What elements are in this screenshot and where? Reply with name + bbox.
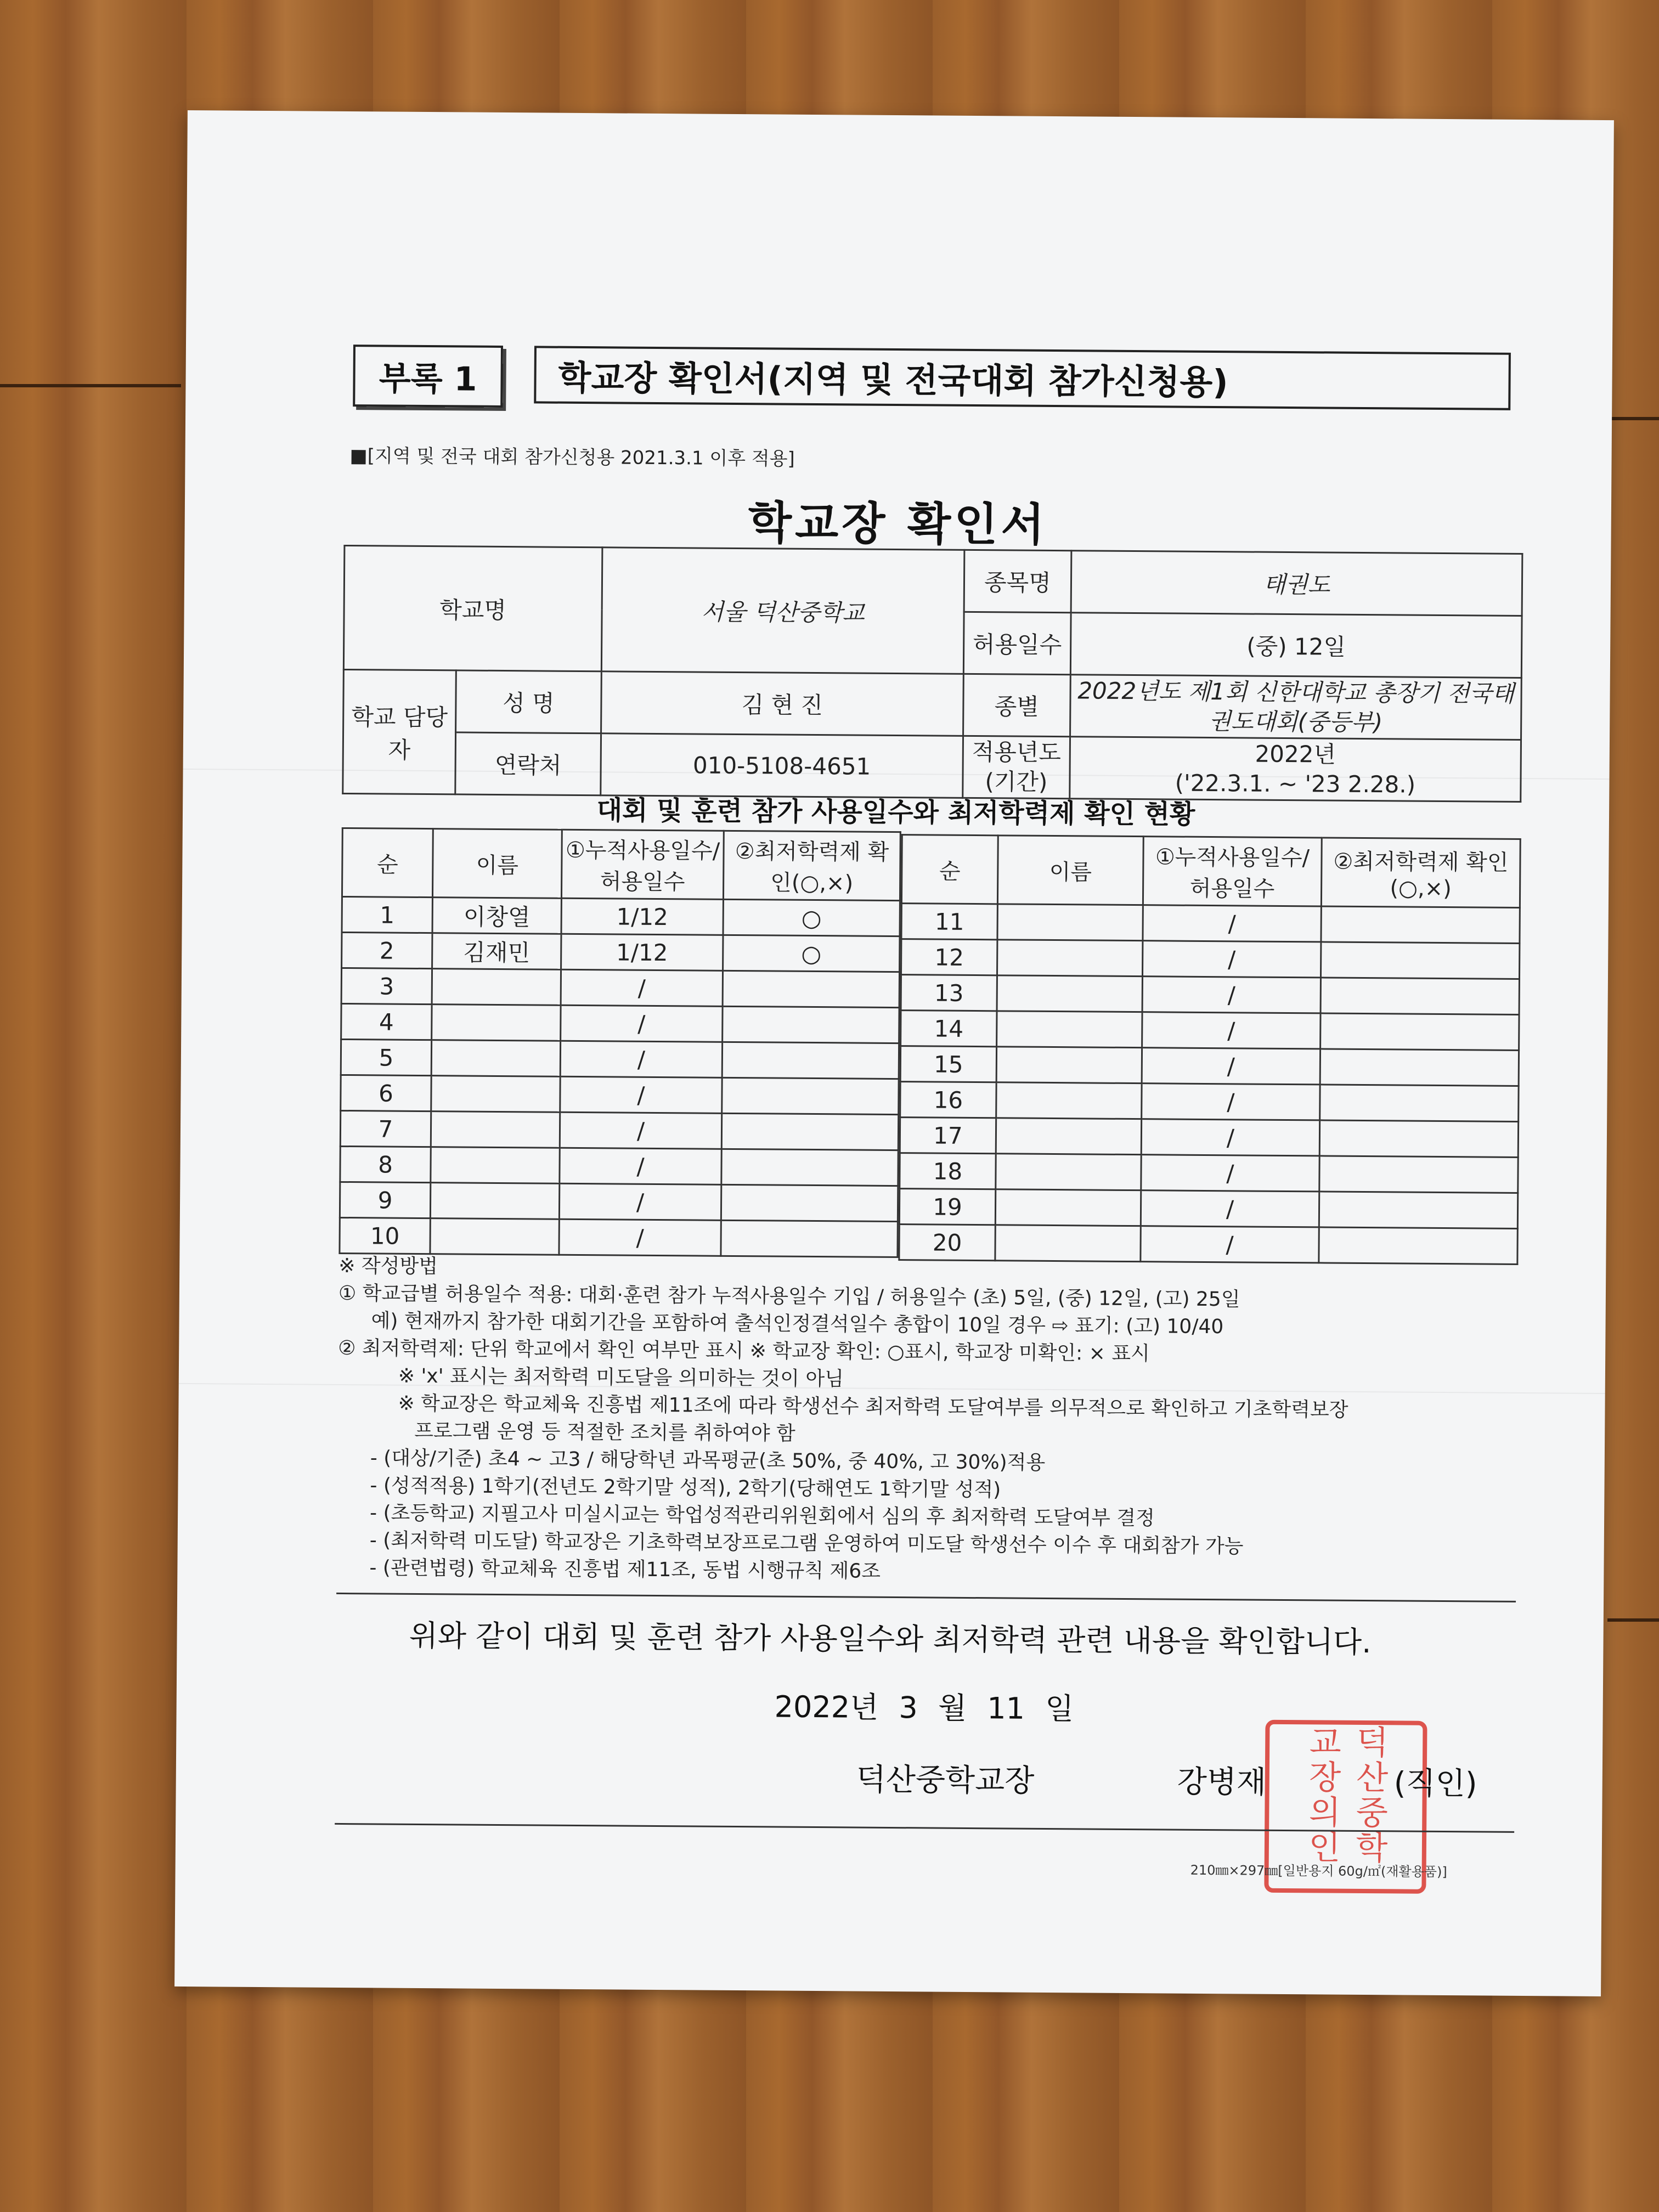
cell-academic [721, 1113, 898, 1150]
cell-days: / [1142, 1012, 1321, 1049]
cell-days: / [1142, 1048, 1320, 1085]
col-no: 순 [901, 835, 998, 904]
cell-days: 1/12 [561, 934, 723, 970]
table-row [341, 1075, 899, 1114]
staff-label: 학교 담당자 [343, 669, 456, 794]
cell-days: / [1141, 1119, 1319, 1156]
cell-no: 1 [342, 896, 432, 933]
table-row [901, 975, 1519, 1015]
table-row [340, 1146, 898, 1186]
document-paper [174, 110, 1614, 1996]
cell-days: / [1142, 977, 1321, 1013]
note-line: - (대상/기준) 초4 ~ 고3 / 해당학년 과목평균(초 50%, 중 40%, 고 30%)적용 [370, 1447, 1046, 1474]
cell-name [430, 1218, 559, 1255]
table-row [900, 1118, 1518, 1158]
year-label: 적용년도 (기간) [963, 736, 1070, 798]
kind-value: 2022년도 제1회 신한대학교 총장기 전국태권도대회(중등부) [1070, 675, 1521, 740]
col-academic: ②최저학력제 확인(○,×) [723, 831, 900, 900]
days-label: 허용일수 [963, 612, 1071, 674]
cell-days: / [1142, 941, 1321, 978]
table-title: 대회 및 훈련 참가 사용일수와 최저학력제 확인 현황 [596, 795, 1195, 830]
cell-no: 20 [899, 1224, 995, 1261]
period-value: ('22.3.1. ~ '23 2.28.) [1175, 769, 1416, 798]
cell-name [996, 1082, 1142, 1119]
event-label: 종목명 [964, 550, 1071, 612]
col-name: 이름 [432, 829, 562, 899]
cell-academic [721, 1149, 898, 1186]
table-row [341, 968, 899, 1007]
cell-academic [1321, 978, 1519, 1015]
instructions [336, 1252, 1523, 1590]
cell-no: 7 [340, 1110, 431, 1147]
document-title: 학교장 확인서 [748, 497, 1048, 551]
cell-academic [723, 970, 899, 1007]
cell-academic [1319, 1156, 1518, 1193]
col-academic: ②최저학력제 확인(○,×) [1321, 838, 1520, 908]
rows-right [899, 904, 1520, 1265]
cell-days: 1/12 [561, 898, 723, 935]
cell-no: 2 [342, 932, 432, 968]
note-line: ※ 학교장은 학교체육 진흥법 제11조에 따라 학생선수 최저학력 도달여부를 의무적으로 확인하고 기초학력보장 [398, 1392, 1348, 1421]
info-table [342, 545, 1523, 803]
note-line: 프로그램 운영 등 적절한 조치를 취하여야 함 [414, 1419, 795, 1445]
cell-name [996, 1118, 1141, 1155]
days-value: (중) 12일 [1070, 613, 1522, 678]
school-value: 서울 덕산중학교 [601, 548, 964, 674]
cell-no: 17 [900, 1118, 996, 1154]
cell-days: / [1141, 1190, 1319, 1227]
cell-name [431, 1076, 560, 1113]
table-row [900, 1153, 1518, 1193]
cell-name [996, 1154, 1141, 1190]
cell-name [997, 975, 1142, 1012]
col-days: ①누적사용일수/ 허용일수 [561, 830, 724, 899]
cell-academic [721, 1184, 898, 1221]
cell-academic [1319, 1120, 1518, 1158]
kind-label: 종별 [963, 674, 1070, 736]
cell-days: / [560, 1076, 722, 1113]
table-row [342, 932, 900, 972]
cell-days: / [559, 1219, 721, 1256]
cell-name: 이창열 [432, 898, 561, 934]
confirmation-text: 위와 같이 대회 및 훈련 참가 사용일수와 최저학력 관련 내용을 확인합니다. [409, 1618, 1372, 1660]
note-line: 예) 현재까지 참가한 대회기간을 포함하여 출석인정결석일수 총합이 10일 경우 ⇨ 표기: (고) 10/40 [371, 1310, 1224, 1339]
cell-no: 5 [341, 1039, 431, 1075]
cell-days: / [561, 969, 723, 1006]
cell-academic [1321, 942, 1519, 979]
cell-no: 10 [340, 1217, 430, 1254]
cell-academic [1319, 1227, 1517, 1265]
principal-title: 덕산중학교장 [856, 1762, 1035, 1799]
cell-name [431, 1147, 560, 1184]
year-cell [1070, 737, 1521, 802]
cell-name [430, 1183, 559, 1220]
note-line: - (관련법령) 학교체육 진흥법 제11조, 동법 시행규칙 제6조 [369, 1556, 881, 1583]
cell-days: / [1141, 1155, 1319, 1192]
cell-no: 4 [341, 1003, 432, 1040]
cell-academic: ○ [723, 935, 900, 972]
header-title: 학교장 확인서(지역 및 전국대회 참가신청용) [534, 346, 1511, 410]
cell-days: / [1141, 1226, 1319, 1263]
name-value: 김 현 진 [601, 672, 964, 736]
table-row [342, 896, 900, 936]
cell-no: 19 [899, 1189, 995, 1225]
cell-no: 6 [341, 1075, 431, 1111]
cell-academic [722, 1042, 899, 1079]
principal-name: 강병재 [1177, 1764, 1267, 1801]
year-value: 2022년 [1255, 740, 1336, 768]
cell-academic [723, 1006, 899, 1043]
table-row [901, 1011, 1519, 1051]
cell-days: / [560, 1148, 721, 1184]
table-row [901, 904, 1520, 944]
note-line: - (최저학력 미도달) 학교장은 기초학력보장프로그램 운영하여 미도달 학생선수 이수 후 대회참가 가능 [369, 1529, 1244, 1558]
cell-name: 김재민 [432, 933, 561, 970]
cell-name [997, 904, 1143, 941]
cell-no: 9 [340, 1182, 430, 1218]
cell-no: 18 [900, 1153, 996, 1189]
cell-name [997, 940, 1142, 977]
cell-days: / [559, 1183, 721, 1220]
athletes-table-left [338, 827, 901, 1258]
cell-name [996, 1047, 1142, 1084]
table-row [901, 939, 1520, 979]
note-line: - (초등학교) 지필고사 미실시교는 학업성적관리위원회에서 심의 후 최저학력 도달여부 결정 [369, 1502, 1155, 1530]
cell-days: / [1143, 905, 1321, 942]
cell-no: 12 [901, 939, 997, 975]
table-row [899, 1189, 1517, 1229]
note-line: ① 학교급별 허용일수 적용: 대회·훈련 참가 누적사용일수 기입 / 허용일수 (초) 5일, (중) 12일, (고) 25일 [338, 1282, 1240, 1311]
cell-no: 14 [901, 1011, 997, 1047]
cell-no: 15 [900, 1046, 996, 1082]
paper-spec: 210㎜×297㎜[일반용지 60g/㎡(재활용품)] [1190, 1862, 1447, 1880]
table-row [341, 1003, 899, 1043]
table-row [340, 1110, 898, 1150]
seal-text: 덕산중학교장의인 [1302, 1724, 1389, 1866]
cell-no: 16 [900, 1082, 996, 1118]
table-row [900, 1082, 1519, 1122]
contact-label: 연락처 [455, 732, 601, 795]
table-row [900, 1046, 1519, 1086]
top-note: ■[지역 및 전국 대회 참가신청용 2021.3.1 이후 적용] [349, 445, 795, 470]
cell-no: 3 [341, 968, 432, 1004]
cell-name [995, 1189, 1141, 1226]
date: 2022년 3 월 11 일 [774, 1689, 1074, 1726]
cell-academic [1321, 1013, 1519, 1051]
note-line: ※ 작성방법 [338, 1254, 438, 1278]
cell-name [432, 969, 561, 1006]
cell-name [995, 1225, 1141, 1262]
cell-academic [1320, 1049, 1519, 1086]
name-label: 성 명 [456, 670, 602, 733]
note-line: ② 최저학력제: 단위 학교에서 확인 여부만 표시 ※ 학교장 확인: ○표시, 학교장 미확인: × 표시 [338, 1336, 1150, 1365]
cell-days: / [560, 1112, 721, 1149]
table-row [340, 1217, 898, 1257]
appendix-label: 부록 1 [353, 345, 503, 408]
col-name: 이름 [997, 836, 1143, 905]
event-value: 태권도 [1071, 551, 1522, 616]
seal-label: (직인) [1393, 1765, 1477, 1802]
cell-academic [1321, 906, 1520, 944]
cell-academic [1319, 1192, 1517, 1229]
cell-academic [1320, 1085, 1519, 1122]
athletes-table-right [898, 834, 1521, 1265]
cell-name [432, 1005, 561, 1041]
cell-academic: ○ [723, 899, 900, 936]
cell-name [431, 1111, 560, 1148]
table-row [340, 1182, 898, 1221]
cell-no: 8 [340, 1146, 431, 1182]
note-line: - (성적적용) 1학기(전년도 2학기말 성적), 2학기(당해연도 1학기말 성적) [370, 1474, 1001, 1502]
cell-days: / [561, 1005, 723, 1042]
cell-days: / [560, 1041, 722, 1077]
note-line: ※ 'x' 표시는 최저학력 미도달을 의미하는 것이 아님 [398, 1364, 844, 1391]
cell-no: 13 [901, 975, 997, 1011]
divider [336, 1593, 1516, 1602]
col-no: 순 [342, 828, 433, 897]
cell-academic [721, 1220, 898, 1257]
cell-academic [722, 1077, 899, 1114]
cell-name [431, 1040, 560, 1077]
cell-name [997, 1011, 1142, 1048]
rows-left [340, 896, 900, 1257]
contact-value: 010-5108-4651 [601, 733, 963, 798]
cell-days: / [1142, 1084, 1320, 1120]
table-row [341, 1039, 899, 1079]
cell-no: 11 [901, 904, 997, 940]
col-days: ①누적사용일수/ 허용일수 [1143, 837, 1322, 906]
school-label: 학교명 [343, 545, 602, 671]
